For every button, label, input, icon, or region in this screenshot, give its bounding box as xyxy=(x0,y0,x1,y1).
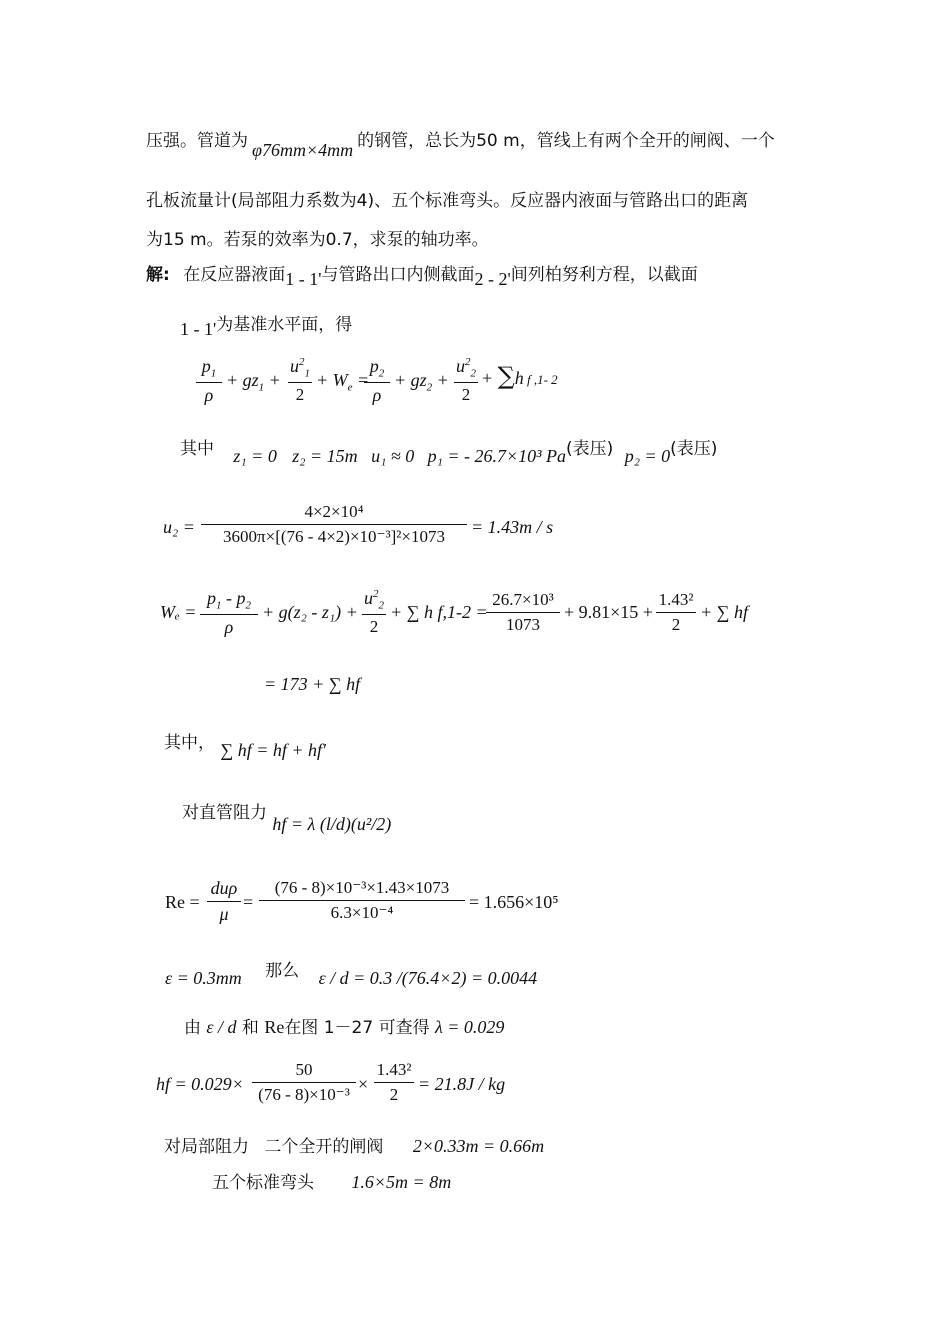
we-mid2: + ∑ h f,1-2 = xyxy=(390,602,488,622)
re-numerator: (76 - 8)×10⁻³×1.43×1073 xyxy=(274,878,450,897)
re-frac-du: duρ μ xyxy=(207,878,241,925)
re-fraction xyxy=(259,878,465,923)
re-lhs: Re = xyxy=(165,892,200,912)
para2-line1: 孔板流量计(局部阻力系数为4)、五个标准弯头。反应器内液面与管路出口的距离 xyxy=(146,191,749,211)
section-1-label: 1 - 1' xyxy=(285,269,322,289)
lookup-line: 由 ε / d 和 Re在图 1－27 可查得 λ = 0.029 xyxy=(184,1017,505,1038)
we-plus: + 9.81×15 + xyxy=(564,602,653,622)
para1-text-b: 的钢管，总长为50 m，管线上有两个全开的闸阀、一个 xyxy=(357,131,775,151)
section-2-label: 2 - 2' xyxy=(474,269,511,289)
re-result: = 1.656×10⁵ xyxy=(469,892,559,912)
para1-text-a: 压强。管道为 xyxy=(146,131,248,151)
para2-line2: 为15 m。若泵的效率为0.7，求泵的轴功率。 xyxy=(146,230,489,250)
frac-p1-rho: $p_1$ ρ xyxy=(196,356,222,406)
solution-text-2: 与管路出口内侧截面 xyxy=(321,265,475,285)
we-lhs: Wₑ = xyxy=(160,602,197,622)
u2-result: = 1.43m / s xyxy=(471,517,554,537)
para1-line xyxy=(146,126,775,160)
solution-text-3: 间列柏努利方程，以截面 xyxy=(510,265,698,285)
p1-gauge-note: (表压) xyxy=(566,439,614,459)
straight-pipe-expr: hf = λ (l/d)(u²/2) xyxy=(272,814,392,834)
we-tail: + ∑ hf xyxy=(700,602,748,622)
solution-line xyxy=(146,260,698,289)
we-frac-1: 26.7×10³ 1073 xyxy=(486,590,560,635)
u2-denominator: 3600π×[(76 - 4×2)×10⁻³]²×1073 xyxy=(223,527,445,546)
u2-lhs: u₂ = xyxy=(163,517,195,537)
relative-roughness: ε / d = 0.3 /(76.4×2) = 0.0044 xyxy=(318,968,538,988)
hf-equation: hf = 0.029× 50 (76 - 8)×10⁻³ × 1.43² 2 = 21.8J / kg xyxy=(156,1060,506,1104)
epsilon-line xyxy=(165,956,538,988)
u2-equation xyxy=(163,500,603,556)
gate-valve-label: 二个全开的闸阀 xyxy=(264,1137,384,1157)
elbow-label: 五个标准弯头 xyxy=(212,1173,314,1193)
we-frac-2: 1.43² 2 xyxy=(656,590,696,635)
u2-numerator: 4×2×10⁴ xyxy=(304,502,364,521)
re-denominator: 6.3×10⁻⁴ xyxy=(330,903,394,922)
z1-value: z₁ = 0 xyxy=(233,446,277,466)
hf-lhs: hf = 0.029× xyxy=(156,1074,244,1094)
we-mid1: + g(z₂ - z₁) + xyxy=(262,602,358,622)
p2-value: p₂ = 0 xyxy=(624,446,671,466)
solution-text-4: 为基准水平面，得 xyxy=(216,315,353,335)
straight-pipe-line xyxy=(182,798,392,834)
where-label: 其中 xyxy=(180,439,214,459)
hf-result: = 21.8J / kg xyxy=(418,1074,506,1094)
epsilon-value: ε = 0.3mm xyxy=(165,968,242,988)
elbow-line xyxy=(212,1168,451,1193)
solution-label: 解: xyxy=(146,265,170,285)
hf-sum-expr: ∑ hf = hf + hf' xyxy=(220,740,326,760)
p2-gauge-note: (表压) xyxy=(670,439,718,459)
local-resistance-line xyxy=(164,1132,544,1157)
u2-fraction xyxy=(201,502,467,547)
solution-line-2 xyxy=(180,310,353,339)
epsilon-label: 那么 xyxy=(265,961,300,981)
gate-valve-value: 2×0.33m = 0.66m xyxy=(412,1136,545,1156)
pipe-spec: φ76mm×4mm xyxy=(252,140,354,160)
we-frac-p: $p_1 - p_2$ ρ xyxy=(200,588,258,638)
hf-sum-line xyxy=(164,728,326,760)
where-line xyxy=(180,434,718,466)
elbow-value: 1.6×5m = 8m xyxy=(351,1172,452,1192)
u1-value: u₁ ≈ 0 xyxy=(371,446,415,466)
we-line2: = 173 + ∑ hf xyxy=(264,674,361,694)
hf-sum-label: 其中， xyxy=(164,733,215,753)
section-1-label-2: 1 - 1' xyxy=(180,319,217,339)
local-label: 对局部阻力 xyxy=(164,1137,249,1157)
z2-value: z₂ = 15m xyxy=(292,446,358,466)
re-equation: Re = duρ μ = (76 - 8)×10⁻³×1.43×1073 6.3×10⁻⁴ = 1.656×10⁵ xyxy=(165,878,559,924)
lambda-value: λ = 0.029 xyxy=(434,1017,505,1037)
hf-frac-1: 50 (76 - 8)×10⁻³ xyxy=(252,1060,356,1105)
bernoulli-equation: $p_1$ ρ + $gz_1$ + $u^2_1$ 2 + $W_e$ = $p_2$ ρ + $gz_2$ + $u^2_2$ 2 + ∑h f ,1- 2 xyxy=(196,356,556,412)
straight-pipe-label: 对直管阻力 xyxy=(182,803,267,823)
p1-value: p₁ = - 26.7×10³ Pa xyxy=(427,446,567,466)
we-equation: Wₑ = $p_1 - p_2$ ρ + g(z₂ - z₁) + $u^2_2$ 2 + ∑ h f,1-2 = 26.7×10³ 1073 + 9.81×15 + 1.43² 2 + ∑ hf xyxy=(160,588,748,637)
solution-text-1: 在反应器液面 xyxy=(183,265,286,285)
hf-frac-2: 1.43² 2 xyxy=(374,1060,414,1105)
